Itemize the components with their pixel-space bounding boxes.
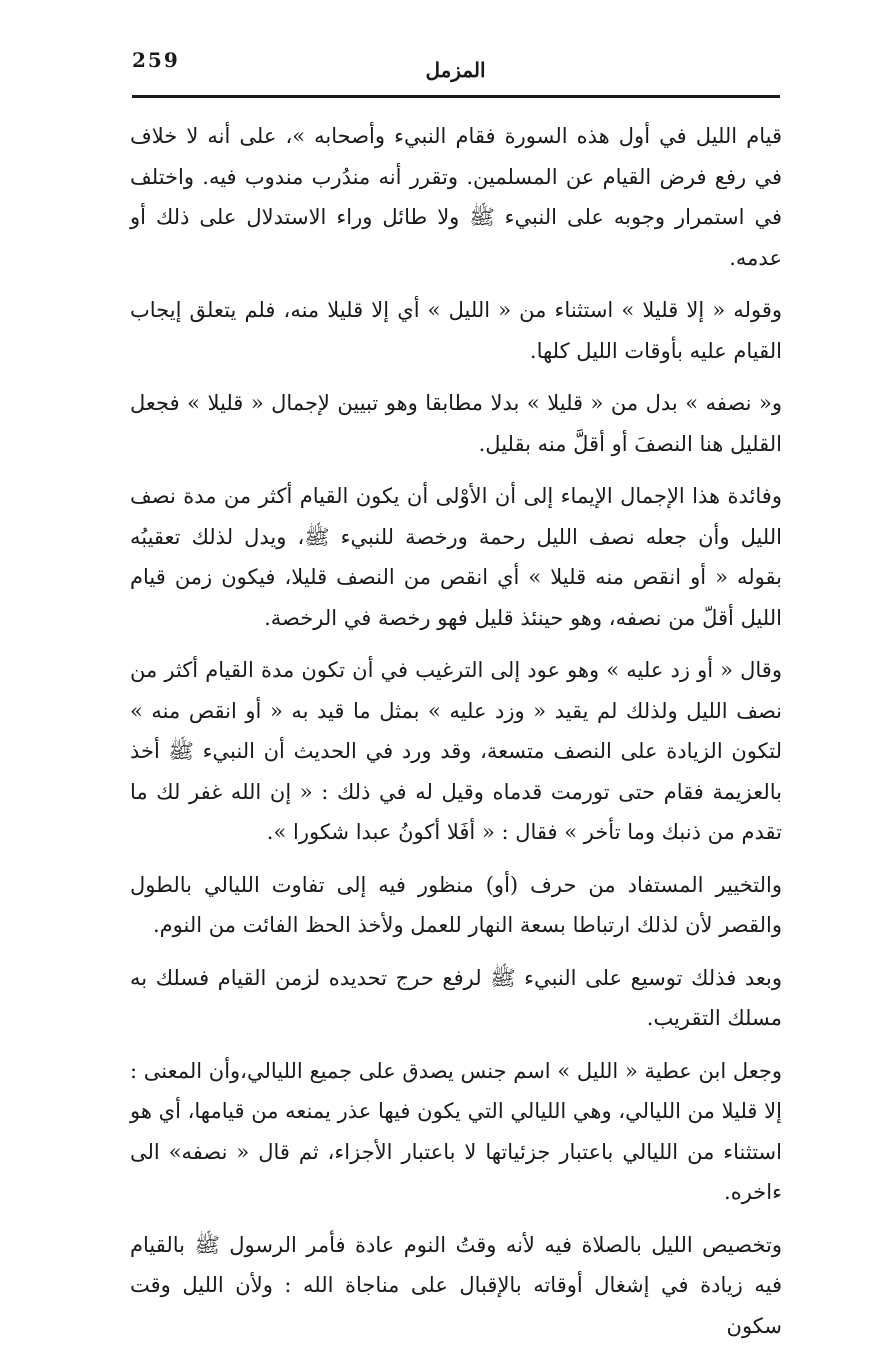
paragraph: والتخيير المستفاد من حرف (أو) منظور فيه إلى تفاوت الليالي بالطول والقصر لأن لذلك ارتباطا بسعة النهار للعمل ولأخذ الحظ الفائت من النوم. (130, 872, 782, 937)
page-number: 259 (132, 48, 180, 72)
page-header (132, 44, 779, 96)
paragraph: قيام الليل في أول هذه السورة فقام النبيء وأصحابه »، على أنه لا خلاف في رفع فرض القيام عن المسلمين. وتقرر أنه مندُرب مندوب فيه. واختلف في استمرار وجوبه على النبيء ﷺ ولا طائل وراء الاستدلال على ذلك أو عدمه. (130, 124, 782, 270)
header-rule (132, 95, 780, 98)
paragraph: وقال « أو زد عليه » وهو عود إلى الترغيب في أن تكون مدة القيام أكثر من نصف الليل ولذلك لم يقيد « وزد عليه » بمثل ما قيد به « أو انقص منه » لتكون الزيادة على النصف متسعة، وقد ورد في الحديث أن النبيء ﷺ أخذ بالعزيمة فقام حتى تورمت قدماه وقيل له في ذلك : « إن الله غفر لك ما تقدم من ذنبك وما تأخر » فقال : « أفَلا أكونُ عبدا شكورا ». (130, 658, 782, 844)
paragraph: وجعل ابن عطية « الليل » اسم جنس يصدق على جميع الليالي،وأن المعنى : إلا قليلا من الليالي، وهي الليالي التي يكون فيها عذر يمنعه من قيامها، أي هو استثناء من الليالي باعتبار جزئياتها لا باعتبار الأجزاء، ثم قال « نصفه» الى ءاخره. (130, 1058, 782, 1204)
paragraph: وبعد فذلك توسيع على النبيء ﷺ لرفع حرج تحديده لزمن القيام فسلك به مسلك التقريب. (130, 965, 782, 1030)
running-title: المزمل (425, 58, 486, 82)
paragraph: وتخصيص الليل بالصلاة فيه لأنه وقتُ النوم عادة فأمر الرسول ﷺ بالقيام فيه زيادة في إشغال أوقاته بالإقبال على مناجاة الله : ولأن الليل وقت سكون (130, 1232, 782, 1338)
paragraph: و« نصفه » بدل من « قليلا » بدلا مطابقا وهو تبيين لإجمال « قليلا » فجعل القليل هنا النصفَ أو أقلَّ منه بقليل. (130, 391, 782, 456)
paragraph: وقوله « إلا قليلا » استثناء من « الليل » أي إلا قليلا منه، فلم يتعلق إيجاب القيام عليه بأوقات الليل كلها. (130, 298, 782, 363)
paragraph: وفائدة هذا الإجمال الإيماء إلى أن الأوْلى أن يكون القيام أكثر من مدة نصف الليل وأن جعله نصف الليل رحمة ورخصة للنبيء ﷺ، ويدل لذلك تعقيبُه بقوله « أو انقص منه قليلا » أي انقص من النصف قليلا، فيكون زمن قيام الليل أقلّ من نصفه، وهو حينئذ قليل فهو رخصة في الرخصة. (130, 484, 782, 630)
body-text (130, 116, 782, 1358)
